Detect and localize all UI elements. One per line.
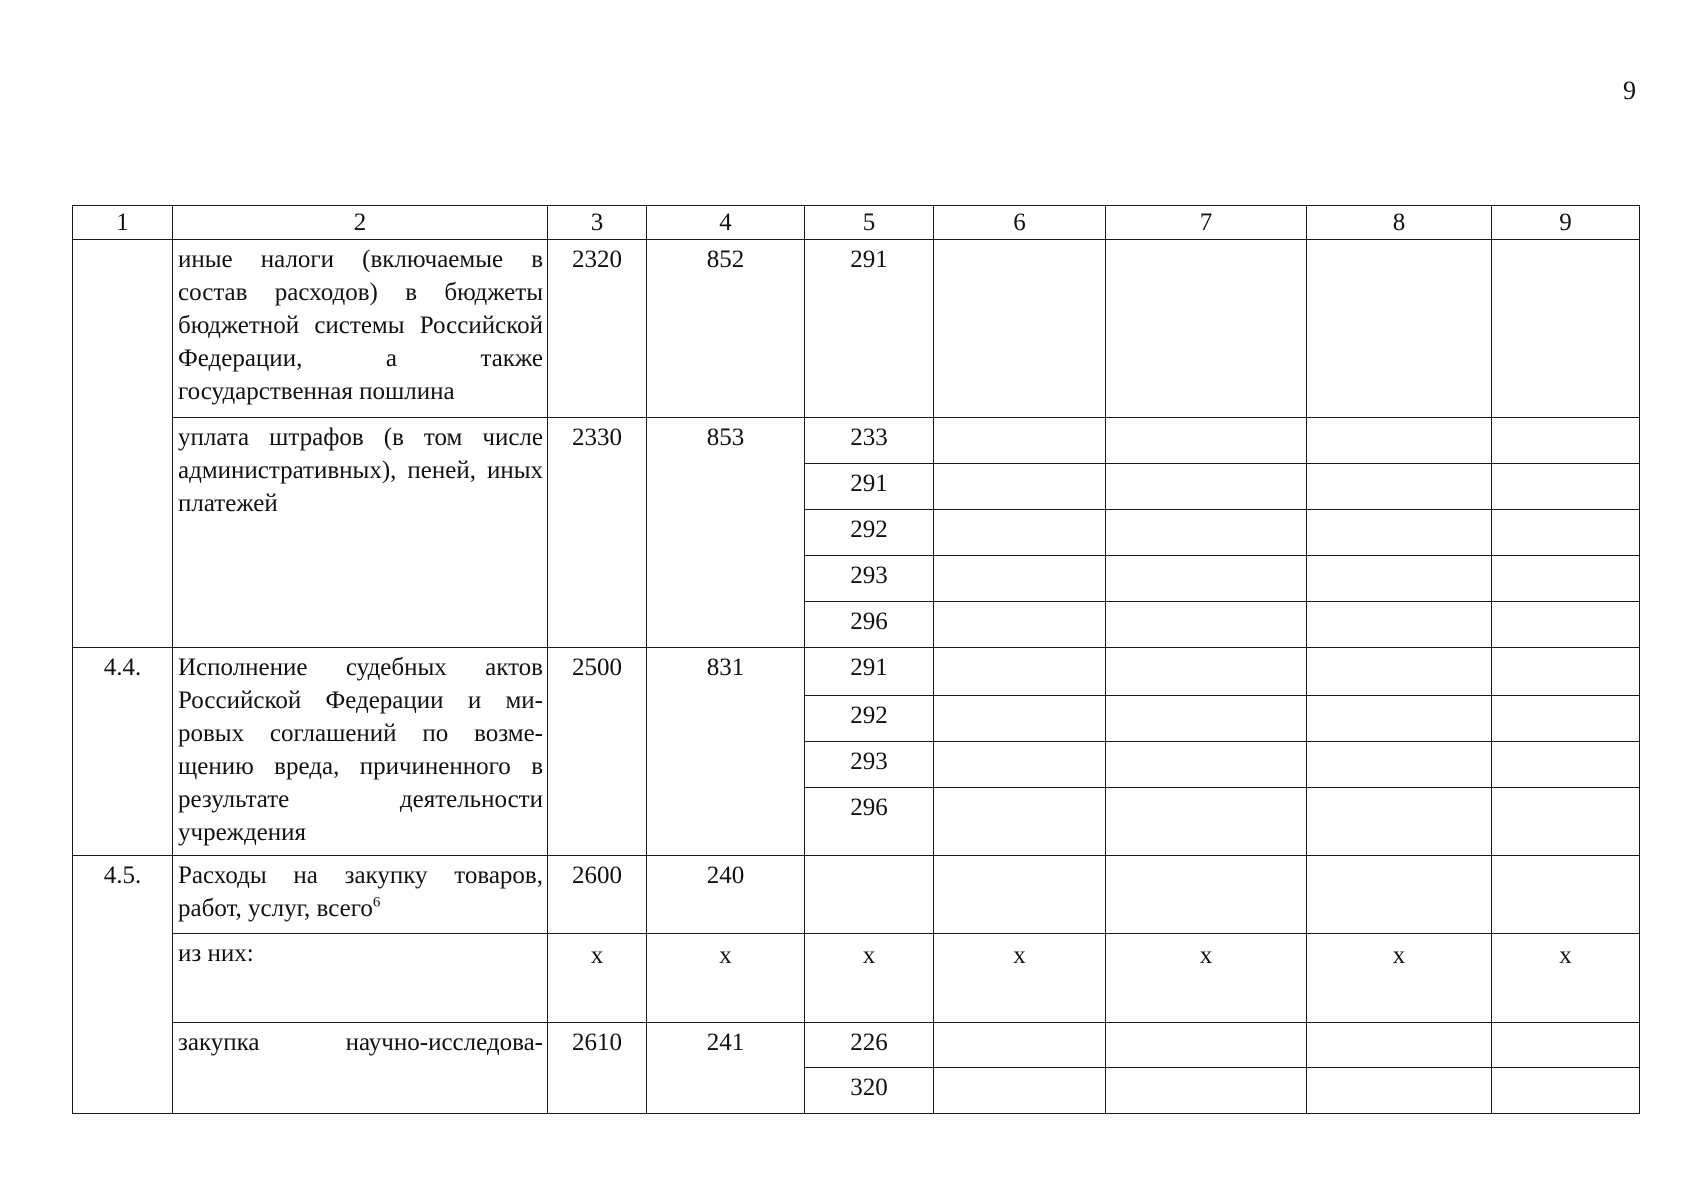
value-cell [1492, 1023, 1640, 1068]
value-cell [934, 464, 1106, 510]
column-header: 9 [1492, 206, 1640, 240]
row-code: 2600 [548, 856, 647, 934]
column-header: 3 [548, 206, 647, 240]
value-cell [1307, 418, 1492, 464]
value-cell [934, 510, 1106, 556]
value-cell [1106, 648, 1307, 696]
value-cell [1492, 696, 1640, 742]
row-description-text: Расходы на закупку товаров, работ, услуг, всего [178, 862, 543, 922]
x-mark: x [934, 934, 1106, 1023]
row-description: уплата штрафов (в том числе административных), пеней, иных платежей [173, 418, 548, 648]
x-mark: x [1307, 934, 1492, 1023]
value-cell [1492, 602, 1640, 648]
value-cell [1307, 856, 1492, 934]
value-cell [1492, 418, 1640, 464]
footnote-marker: 6 [372, 894, 381, 911]
table-header-row [73, 206, 1640, 240]
row-code: 2330 [548, 418, 647, 648]
value-cell [1307, 1023, 1492, 1068]
value-cell [1106, 418, 1307, 464]
value-cell [934, 1023, 1106, 1068]
table-row [73, 934, 1640, 1023]
value-cell [934, 602, 1106, 648]
kvr-code: 852 [647, 240, 805, 418]
column-header: 4 [647, 206, 805, 240]
kvr-code: 240 [647, 856, 805, 934]
value-cell [1307, 1068, 1492, 1114]
value-cell [1492, 788, 1640, 856]
value-cell [1106, 856, 1307, 934]
row-code: 2320 [548, 240, 647, 418]
value-cell [934, 648, 1106, 696]
row-description: закупка научно-исследова- [173, 1023, 548, 1114]
kosgu-code: 291 [805, 240, 934, 418]
column-header: 6 [934, 206, 1106, 240]
value-cell [934, 856, 1106, 934]
value-cell [934, 240, 1106, 418]
kosgu-code: 292 [805, 696, 934, 742]
value-cell [1307, 648, 1492, 696]
row-description: Исполнение судебных актов Российской Федерации и мировых соглашений по возмещению вреда, причиненного в результате деятельности учреждения [173, 648, 548, 856]
value-cell [1492, 742, 1640, 788]
value-cell [1307, 742, 1492, 788]
value-cell [1106, 1023, 1307, 1068]
column-header: 2 [173, 206, 548, 240]
kosgu-code: 293 [805, 556, 934, 602]
value-cell [934, 742, 1106, 788]
expenditure-table [72, 205, 1640, 1114]
kosgu-code: 293 [805, 742, 934, 788]
value-cell [1307, 696, 1492, 742]
value-cell [1492, 648, 1640, 696]
row-number: 4.4. [73, 648, 173, 856]
x-mark: x [1106, 934, 1307, 1023]
value-cell [1106, 510, 1307, 556]
value-cell [1492, 556, 1640, 602]
column-header: 7 [1106, 206, 1307, 240]
row-code: 2610 [548, 1023, 647, 1114]
row-description: иные налоги (включаемые в состав расходов) в бюджеты бюджетной системы Российской Федерации, а также государственная пошлина [173, 240, 548, 418]
kosgu-code: 320 [805, 1068, 934, 1114]
value-cell [1492, 464, 1640, 510]
kosgu-code [805, 856, 934, 934]
row-description [173, 856, 548, 934]
column-header: 8 [1307, 206, 1492, 240]
kosgu-code: 233 [805, 418, 934, 464]
x-mark: x [548, 934, 647, 1023]
column-header: 5 [805, 206, 934, 240]
value-cell [1106, 788, 1307, 856]
value-cell [1106, 1068, 1307, 1114]
value-cell [1307, 240, 1492, 418]
row-description: из них: [173, 934, 548, 1023]
table-row [73, 1023, 1640, 1068]
value-cell [1307, 556, 1492, 602]
value-cell [1106, 602, 1307, 648]
value-cell [934, 418, 1106, 464]
value-cell [1106, 240, 1307, 418]
page-number: 9 [1623, 76, 1636, 105]
value-cell [934, 556, 1106, 602]
kosgu-code: 296 [805, 602, 934, 648]
kosgu-code: 291 [805, 464, 934, 510]
row-code: 2500 [548, 648, 647, 856]
kosgu-code: 291 [805, 648, 934, 696]
x-mark: x [1492, 934, 1640, 1023]
kvr-code: 831 [647, 648, 805, 856]
kosgu-code: 292 [805, 510, 934, 556]
value-cell [1307, 788, 1492, 856]
kvr-code: 853 [647, 418, 805, 648]
row-number-cell [73, 240, 173, 648]
value-cell [1492, 1068, 1640, 1114]
kosgu-code: 226 [805, 1023, 934, 1068]
column-header: 1 [73, 206, 173, 240]
value-cell [934, 1068, 1106, 1114]
table-row [73, 418, 1640, 464]
value-cell [1106, 696, 1307, 742]
x-mark: x [647, 934, 805, 1023]
value-cell [1106, 742, 1307, 788]
kvr-code: 241 [647, 1023, 805, 1114]
value-cell [1106, 556, 1307, 602]
table-row [73, 240, 1640, 418]
value-cell [1307, 510, 1492, 556]
value-cell [1492, 510, 1640, 556]
row-number: 4.5. [73, 856, 173, 1114]
value-cell [1106, 464, 1307, 510]
x-mark: x [805, 934, 934, 1023]
kosgu-code: 296 [805, 788, 934, 856]
value-cell [1307, 602, 1492, 648]
value-cell [1307, 464, 1492, 510]
table-row [73, 648, 1640, 696]
table-row [73, 856, 1640, 934]
value-cell [934, 788, 1106, 856]
value-cell [934, 696, 1106, 742]
value-cell [1492, 240, 1640, 418]
value-cell [1492, 856, 1640, 934]
